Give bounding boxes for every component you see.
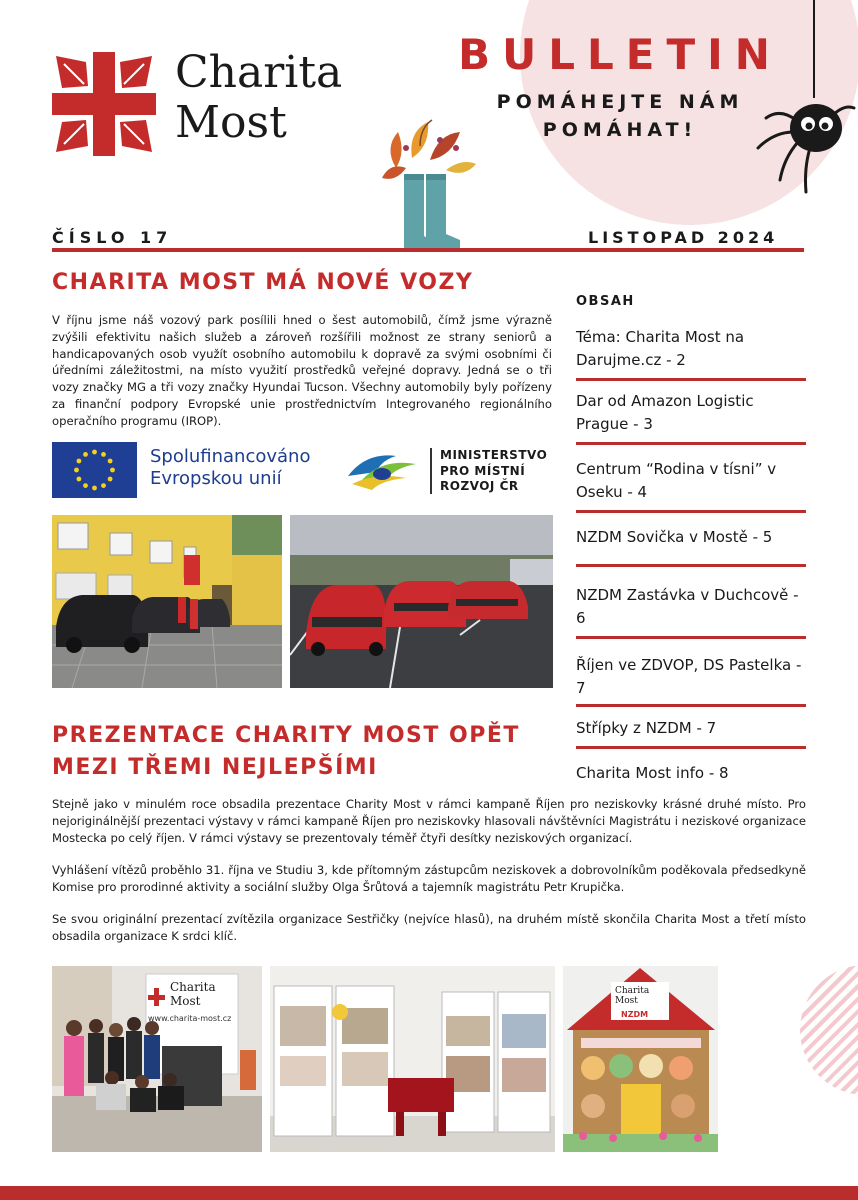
mmr-line-3: ROZVOJ ČR (440, 479, 519, 493)
toc-item[interactable]: Střípky z NZDM - 7 (576, 719, 717, 737)
article-2-heading-line-1: PREZENTACE CHARITY MOST OPĚT (52, 723, 520, 748)
mmr-logo-icon (346, 450, 420, 492)
eu-flag-icon (52, 442, 137, 498)
mmr-line-1: MINISTERSTVO (440, 448, 548, 462)
subtitle-line-2: POMÁHAT! (542, 119, 698, 141)
decorative-striped-circle (800, 965, 858, 1095)
header-divider (52, 248, 804, 252)
photo-house-board (563, 966, 718, 1152)
issue-date: LISTOPAD 2024 (588, 228, 779, 247)
toc-item[interactable]: Říjen ve ZDVOP, DS Pastelka - 7 (576, 656, 802, 697)
spider-icon (740, 0, 858, 200)
toc-divider (576, 704, 806, 707)
toc-divider (576, 746, 806, 749)
mmr-line-2: PRO MÍSTNÍ (440, 463, 526, 478)
house-line-2: Most (615, 996, 638, 1006)
banner-logo-text (170, 980, 216, 1008)
photo-team-banner (52, 966, 262, 1152)
toc-divider (576, 564, 806, 567)
banner-url: www.charita-most.cz (148, 1014, 232, 1023)
issue-number: ČÍSLO 17 (52, 228, 173, 247)
photo-red-cars (290, 515, 553, 688)
toc-item[interactable]: Dar od Amazon Logistic Prague - 3 (576, 392, 754, 433)
subtitle-line-1: POMÁHEJTE NÁM (496, 91, 744, 113)
team-photo-scene (52, 966, 262, 1152)
logo-line-1: Charita (175, 47, 343, 98)
toc-item[interactable]: NZDM Sovička v Mostě - 5 (576, 528, 773, 546)
article-2-paragraph-3: Se svou originální prezentací zvítězila organizace Sestřičky (nejvíce hlasů), na druhém místě skončila Charita Most a třetí místo obsadila organizace K srdci klíč. (52, 912, 806, 943)
toc-divider (576, 636, 806, 639)
footer-bar (0, 1186, 858, 1200)
article-2-paragraph-2: Vyhlášení vítězů proběhlo 31. října ve Studiu 3, kde přítomným zástupcům neziskovek a dobrovolníkům poděkovala předsedkyně Komise pro prorodinné aktivity a sociální služby Olga Šrůtová a tajemník magistrátu Petr Krupička. (52, 863, 806, 894)
charita-cross-logo (52, 52, 156, 156)
toc-heading: OBSAH (576, 294, 635, 309)
house-sovicka-label: SOVIČKA (593, 1022, 654, 1031)
toc-item[interactable]: Téma: Charita Most na Darujme.cz - 2 (576, 328, 745, 369)
toc-item[interactable]: Centrum “Rodina v tísni” v Oseku - 4 (576, 460, 777, 501)
toc-divider (576, 510, 806, 513)
article-2-paragraph-1: Stejně jako v minulém roce obsadila prezentace Charity Most v rámci kampaně Říjen pro neziskovky krásné druhé místo. Pro nejoriginálnější prezentaci výstavy v rámci kampaně Říjen pro neziskovky hlasovali návštěvníci Magistrátu i neziskové organizace Mostecka po celý říjen. V rámci výstavy se prezentovaly téměř čtyři desítky neziskových organizací. (52, 797, 806, 845)
eu-text-line-1: Spolufinancováno (150, 446, 311, 467)
toc-item[interactable]: Charita Most info - 8 (576, 764, 729, 782)
logo-line-2: Most (175, 97, 287, 148)
article-1-heading: CHARITA MOST MÁ NOVÉ VOZY (52, 270, 474, 295)
house-line-1: Charita (615, 986, 650, 996)
toc-divider (576, 442, 806, 445)
photo-building-cars (52, 515, 282, 688)
banner-line-1: Charita (170, 980, 216, 994)
banner-line-2: Most (170, 994, 201, 1008)
house-nzdm-label: NZDM (621, 1010, 649, 1019)
house-logo-text (615, 986, 649, 1006)
mmr-text (440, 448, 547, 495)
article-1-body: V říjnu jsme náš vozový park posílili hned o šest automobilů, čímž jsme výrazně zvýšili efektivitu našich služeb a zároveň rozšířili možnost ze strany seniorů a handicapovaných osob využít osobního automobilu k dopravě za svými osobními či úředními záležitostmi, na místo využití prostředků veřejné dopravy. Jedná se o tři vozy značky MG a tři vozy značky Hyundai Tucson. Všechny automobily byly pořízeny za finanční podpory Evropské unie prostřednictvím Integrovaného regionálního operačního programu (IROP). (52, 313, 552, 428)
rubber-boots-leaves-icon (376, 118, 480, 256)
logo-divider (430, 448, 432, 494)
photo-exhibition-panels (270, 966, 555, 1152)
bulletin-title: BULLETIN (458, 30, 782, 79)
article-2-heading-line-2: MEZI TŘEMI NEJLEPŠÍMI (52, 755, 378, 780)
eu-text-line-2: Evropskou unií (150, 468, 282, 489)
article-2-heading (52, 720, 520, 784)
toc-divider (576, 378, 806, 381)
toc-item[interactable]: NZDM Zastávka v Duchcově - 6 (576, 586, 799, 627)
charita-logo-text (175, 48, 342, 148)
eu-cofinanced-text (150, 446, 310, 490)
